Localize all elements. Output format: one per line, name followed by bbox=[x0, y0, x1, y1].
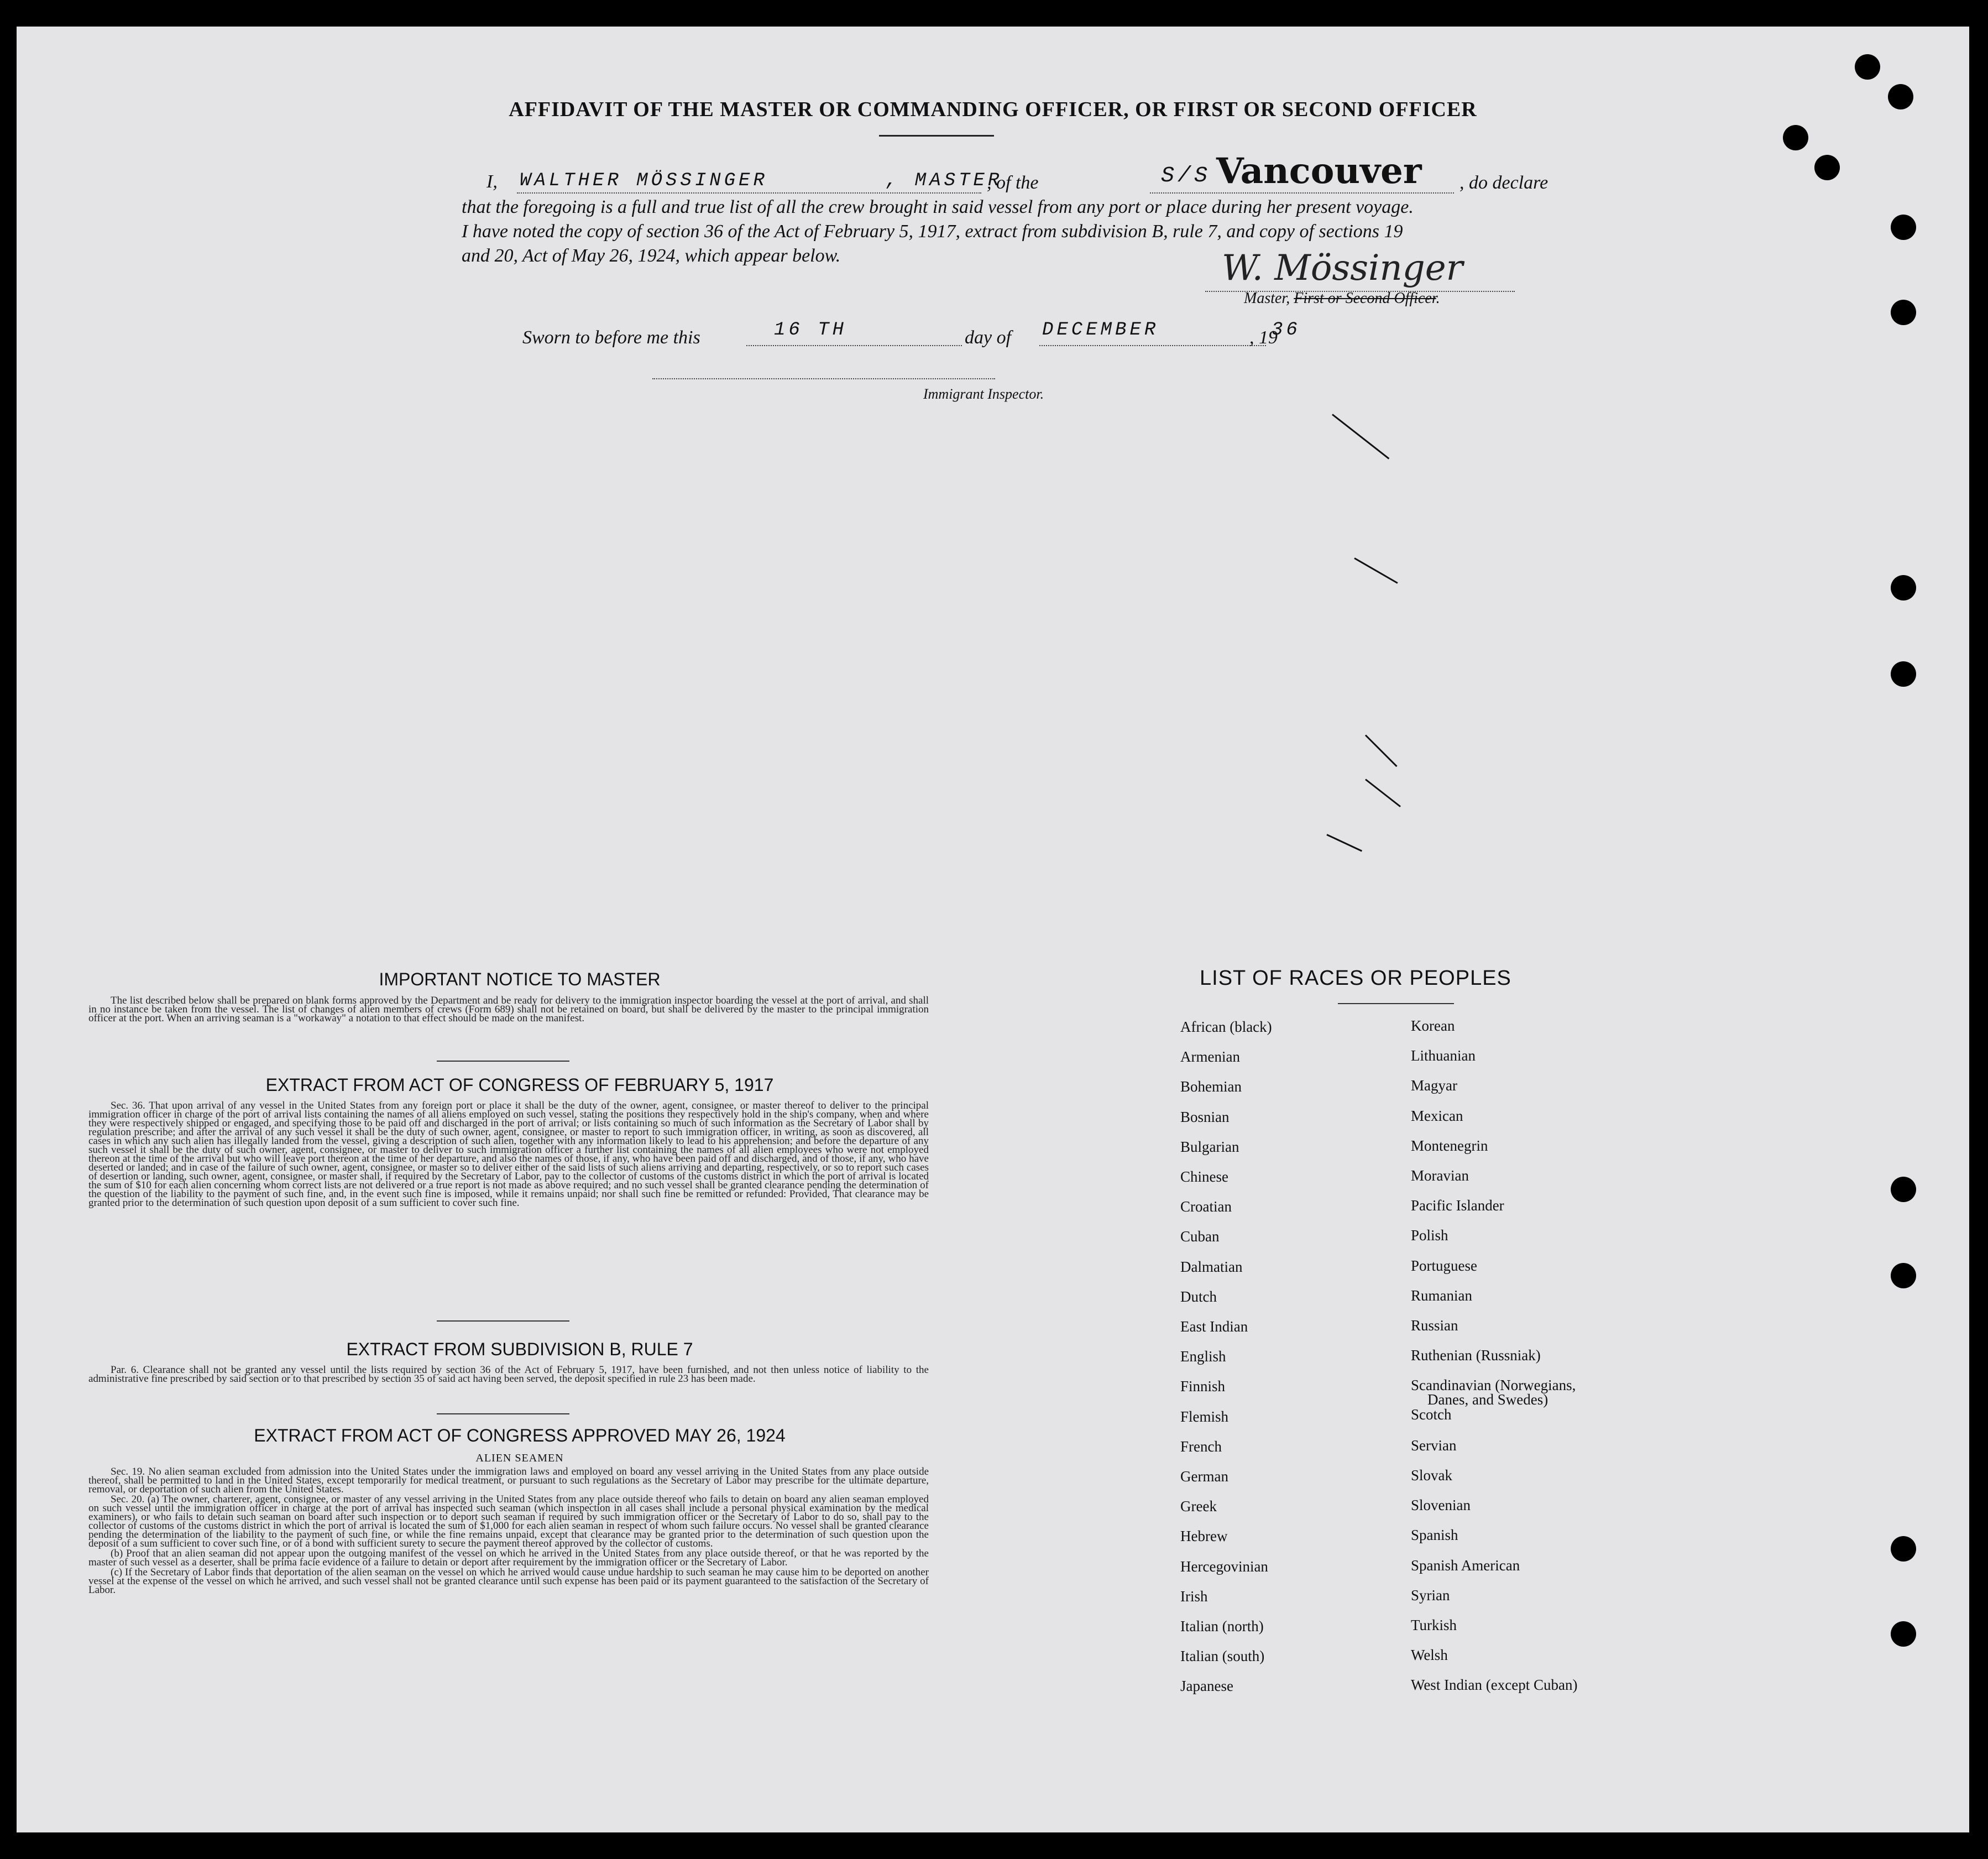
affidavit-line-2: that the foregoing is a full and true list of all the crew brought in said vessel from any port or place during her present voyage. bbox=[462, 197, 1414, 217]
race-item: Mexican bbox=[1411, 1107, 1463, 1124]
signature-text: W. Mössinger bbox=[1222, 248, 1463, 289]
binder-hole bbox=[1891, 575, 1916, 600]
race-item: Spanish American bbox=[1411, 1557, 1520, 1574]
title-rule bbox=[879, 135, 994, 137]
year-prefix: , 19 bbox=[1249, 327, 1278, 348]
race-item: Rumanian bbox=[1411, 1287, 1472, 1304]
race-item: Scandinavian (Norwegians, bbox=[1411, 1377, 1576, 1394]
race-item: Spanish bbox=[1411, 1527, 1458, 1544]
race-item: Greek bbox=[1180, 1498, 1217, 1515]
extract-1924-subtitle: ALIEN SEAMEN bbox=[475, 1452, 564, 1464]
master-label: Master, bbox=[1244, 290, 1290, 307]
extract-1917-paragraph: Sec. 36. That upon arrival of any vessel in the United States from any foreign port or place it shall be the duty of the owner, agent, consignee, or master thereof to deliver to the principal immigration officer in charge of the port of arrival lists containing the names of all aliens employed on such vessel, stating the positions they respectively hold in the ship's company, when and where they were respectively shipped or engaged, and specifying those to be paid off and discharged in the port of arrival; or lists containing so much of such information as the Secretary of Labor shall by regulation prescribe; and after the arrival of any such vessel it shall be the duty of such owner, agent, consignee, or master to report to such immigration officer, in writing, as soon as discovered, all cases in which any such alien has illegally landed from the vessel, giving a description of such alien, together with any information likely to lead to his apprehension; and before the departure of any such vessel it shall be the duty of such owner, agent, consignee, or master to deliver to such immigration officer a further list containing the names of all alien employees who were not employed thereon at the time of the arrival but who will leave port thereon at the time of her departure, and also the names of those, if any, who have been paid off and discharged, and of those, if any, who have deserted or landed; and in case of the failure of such owner, agent, consignee, or master so to deliver either of the said lists of such aliens arriving and departing, respectively, or so to report such cases of desertion or landing, such owner, agent, consignee, or master shall, if required by the Secretary of Labor, pay to the collector of customs of the customs district in which the port of arrival is located the sum of $10 for each alien concerning whom correct lists are not delivered or a true report is not made as above required; and no such vessel shall be granted clearance pending the determination of the question of the liability to the payment of such fine, and, in the event such fine is imposed, while it remains unpaid; nor shall such fine be remitted or refunded: Provided, That clearance may be granted prior to the determination of such question upon deposit of a sum sufficient to cover such fine. bbox=[88, 1100, 929, 1209]
race-item: Finnish bbox=[1180, 1378, 1226, 1395]
document-page bbox=[17, 27, 1969, 1832]
race-item: Portuguese bbox=[1411, 1257, 1477, 1274]
section-19-paragraph: Sec. 19. No alien seaman excluded from admission into the United States under the immigration laws and employed on board any vessel arriving in the United States from any place outside thereof, shall be permitted to land in the United States, except temporarily for medical treatment, or pursuant to such regulations as the Secretary of Labor may prescribe for the ultimate departure, removal, or deportation of such alien from the United States. bbox=[88, 1466, 929, 1495]
vessel-underline bbox=[1150, 192, 1454, 194]
ink-mark bbox=[1354, 557, 1398, 584]
binder-hole bbox=[1783, 125, 1808, 150]
officer-end: . bbox=[1436, 290, 1440, 307]
rule7-rule bbox=[437, 1413, 569, 1414]
section-20a-paragraph: Sec. 20. (a) The owner, charterer, agent, consignee, or master of any vessel arriving in the United States from any place outside thereof who fails to detain on board any alien seaman employed on such vessel until the immigration officer in charge at the port of arrival has inspected such seaman (which inspection in all cases shall include a personal physical examination by the medical examiners), or who fails to detain such seaman on board after such inspection or to deport such seaman if required by such immigration officer or the Secretary of Labor to do so, shall pay to the collector of customs of the customs district in which the port of arrival is located the sum of $1,000 for each alien seaman in respect of whom such failure occurs. No vessel shall be granted clearance pending the determination of the liability to the payment of such fine, or while the fine remains unpaid, except that clearance may be granted prior to the determination of such question upon the deposit of a sum sufficient to cover such fine, or of a bond with sufficient surety to secure the payment thereof approved by the collector of customs. bbox=[88, 1494, 929, 1549]
race-item: German bbox=[1180, 1468, 1228, 1485]
master-signature bbox=[1222, 248, 1463, 289]
master-name: WALTHER MÖSSINGER bbox=[520, 170, 768, 191]
binder-hole bbox=[1891, 215, 1916, 240]
race-item: Montenegrin bbox=[1411, 1137, 1488, 1154]
affidavit-title: AFFIDAVIT OF THE MASTER OR COMMANDING OFFICER, OR FIRST OR SECOND OFFICER bbox=[509, 98, 1477, 121]
race-item: Bulgarian bbox=[1180, 1138, 1239, 1155]
binder-hole bbox=[1891, 1263, 1916, 1288]
race-item: Armenian bbox=[1180, 1048, 1240, 1066]
sworn-day: 16 TH bbox=[774, 320, 847, 341]
race-item: Welsh bbox=[1411, 1647, 1448, 1664]
vessel-prefix: S/S bbox=[1161, 164, 1211, 189]
race-item: West Indian (except Cuban) bbox=[1411, 1677, 1578, 1694]
race-item: Bohemian bbox=[1180, 1078, 1242, 1095]
affidavit-line-4: and 20, Act of May 26, 1924, which appear below. bbox=[462, 246, 841, 266]
ink-mark bbox=[1365, 779, 1401, 807]
extract-1917-text bbox=[88, 1101, 929, 1209]
race-item: Danes, and Swedes) bbox=[1427, 1391, 1548, 1408]
race-item: Turkish bbox=[1411, 1617, 1457, 1633]
race-item: Moravian bbox=[1411, 1167, 1469, 1184]
binder-hole bbox=[1891, 1536, 1916, 1562]
race-item: African (black) bbox=[1180, 1019, 1272, 1035]
notice-title: IMPORTANT NOTICE TO MASTER bbox=[379, 969, 661, 989]
officer-caption bbox=[1244, 290, 1440, 307]
race-item: Polish bbox=[1411, 1227, 1448, 1244]
officer-struck: First or Second Officer bbox=[1294, 290, 1436, 307]
race-item: Pacific Islander bbox=[1411, 1197, 1504, 1214]
binder-hole bbox=[1891, 1177, 1916, 1202]
race-item: Dalmatian bbox=[1180, 1258, 1243, 1275]
ink-mark bbox=[1326, 834, 1362, 852]
extract-1924-text bbox=[88, 1468, 929, 1596]
race-item: Lithuanian bbox=[1411, 1047, 1476, 1064]
race-item: Italian (south) bbox=[1180, 1648, 1265, 1665]
race-item: Ruthenian (Russniak) bbox=[1411, 1347, 1541, 1364]
notice-rule bbox=[437, 1061, 569, 1062]
race-item: Irish bbox=[1180, 1588, 1208, 1605]
of-the-label: , of the bbox=[987, 173, 1039, 193]
race-item: Italian (north) bbox=[1180, 1618, 1264, 1635]
inspector-line bbox=[652, 378, 995, 379]
race-item: Hebrew bbox=[1180, 1528, 1228, 1545]
affidavit-line-3: I have noted the copy of section 36 of the Act of February 5, 1917, extract from subdivision B, rule 7, and copy of sections 19 bbox=[462, 221, 1403, 242]
race-item: Servian bbox=[1411, 1437, 1457, 1454]
rule7-paragraph: Par. 6. Clearance shall not be granted any vessel until the lists required by section 36 of the Act of February 5, 1917, have been furnished, and not then unless notice of liability to the administrative fine prescribed by said section or to that prescribed by section 35 of said act having been served, the deposit specified in rule 23 has been made. bbox=[88, 1364, 929, 1385]
section-20c-paragraph: (c) If the Secretary of Labor finds that deportation of the alien seaman on the vessel on which he arrived would cause undue hardship to such seaman he may cause him to be deported on another vessel at the expense of the vessel on which he arrived, and such vessel shall not be granted clearance until such expense has been paid or its payment guaranteed to the satisfaction of the Secretary of Labor. bbox=[88, 1566, 929, 1596]
day-underline bbox=[746, 345, 962, 346]
sworn-month: DECEMBER bbox=[1042, 320, 1159, 341]
do-declare-label: , do declare bbox=[1459, 173, 1548, 193]
ink-mark bbox=[1365, 734, 1398, 767]
rule7-text bbox=[88, 1366, 929, 1385]
name-underline bbox=[517, 192, 981, 194]
notice-text bbox=[88, 996, 929, 1024]
race-item: English bbox=[1180, 1348, 1226, 1365]
races-title: LIST OF RACES OR PEOPLES bbox=[1200, 967, 1511, 990]
vessel-name: Vancouver bbox=[1216, 150, 1422, 192]
race-item: Japanese bbox=[1180, 1678, 1233, 1695]
master-rank: , MASTER bbox=[886, 170, 1003, 191]
inspector-label: Immigrant Inspector. bbox=[923, 386, 1044, 402]
binder-hole bbox=[1888, 84, 1913, 109]
day-of-label: day of bbox=[965, 327, 1012, 348]
sworn-label: Sworn to before me this bbox=[522, 327, 700, 348]
binder-hole bbox=[1891, 661, 1916, 687]
race-item: East Indian bbox=[1180, 1318, 1248, 1335]
section-20b-paragraph: (b) Proof that an alien seaman did not appear upon the outgoing manifest of the vessel on which he arrived in the United States from any place outside thereof, or that he was reported by the master of such vessel as a deserter, shall be prima facie evidence of a failure to detain or deport after requirement by the immigration officer or the Secretary of Labor. bbox=[88, 1548, 929, 1568]
race-item: Magyar bbox=[1411, 1077, 1457, 1094]
i-label: I, bbox=[486, 171, 498, 192]
binder-hole bbox=[1855, 54, 1880, 80]
race-item: Korean bbox=[1411, 1017, 1455, 1034]
race-item: Syrian bbox=[1411, 1586, 1450, 1604]
race-item: Russian bbox=[1411, 1317, 1458, 1334]
month-underline bbox=[1039, 345, 1266, 346]
notice-paragraph: The list described below shall be prepared on blank forms approved by the Department and be ready for delivery to the immigration inspector boarding the vessel at the port of arrival, and shall in no instance be taken from the vessel. The list of changes of alien members of crews (Form 689) shall not be retained on board, but shall be delivered by the master to the principal immigration officer at the port. When an arriving seaman is a "workaway" a notation to that effect should be made on the manifest. bbox=[88, 995, 929, 1024]
race-item: Slovenian bbox=[1411, 1497, 1471, 1514]
ink-mark bbox=[1332, 414, 1389, 459]
races-rule bbox=[1338, 1003, 1454, 1004]
binder-hole bbox=[1891, 300, 1916, 325]
race-item: Chinese bbox=[1180, 1168, 1228, 1185]
rule7-title: EXTRACT FROM SUBDIVISION B, RULE 7 bbox=[346, 1339, 693, 1359]
race-item: Croatian bbox=[1180, 1198, 1232, 1215]
binder-hole bbox=[1814, 155, 1840, 180]
year-suffix: 36 bbox=[1272, 320, 1301, 341]
race-item: Slovak bbox=[1411, 1467, 1453, 1484]
race-item: Cuban bbox=[1180, 1228, 1220, 1245]
race-item: French bbox=[1180, 1438, 1222, 1455]
race-item: Scotch bbox=[1411, 1406, 1452, 1423]
extract-1917-rule bbox=[437, 1320, 569, 1322]
race-item: Flemish bbox=[1180, 1408, 1229, 1425]
race-item: Dutch bbox=[1180, 1288, 1217, 1305]
extract-1917-title: EXTRACT FROM ACT OF CONGRESS OF FEBRUARY 5, 1917 bbox=[265, 1075, 774, 1095]
race-item: Hercegovinian bbox=[1180, 1558, 1268, 1575]
extract-1924-title: EXTRACT FROM ACT OF CONGRESS APPROVED MAY 26, 1924 bbox=[254, 1425, 786, 1445]
binder-hole bbox=[1891, 1621, 1916, 1647]
race-item: Bosnian bbox=[1180, 1108, 1230, 1125]
